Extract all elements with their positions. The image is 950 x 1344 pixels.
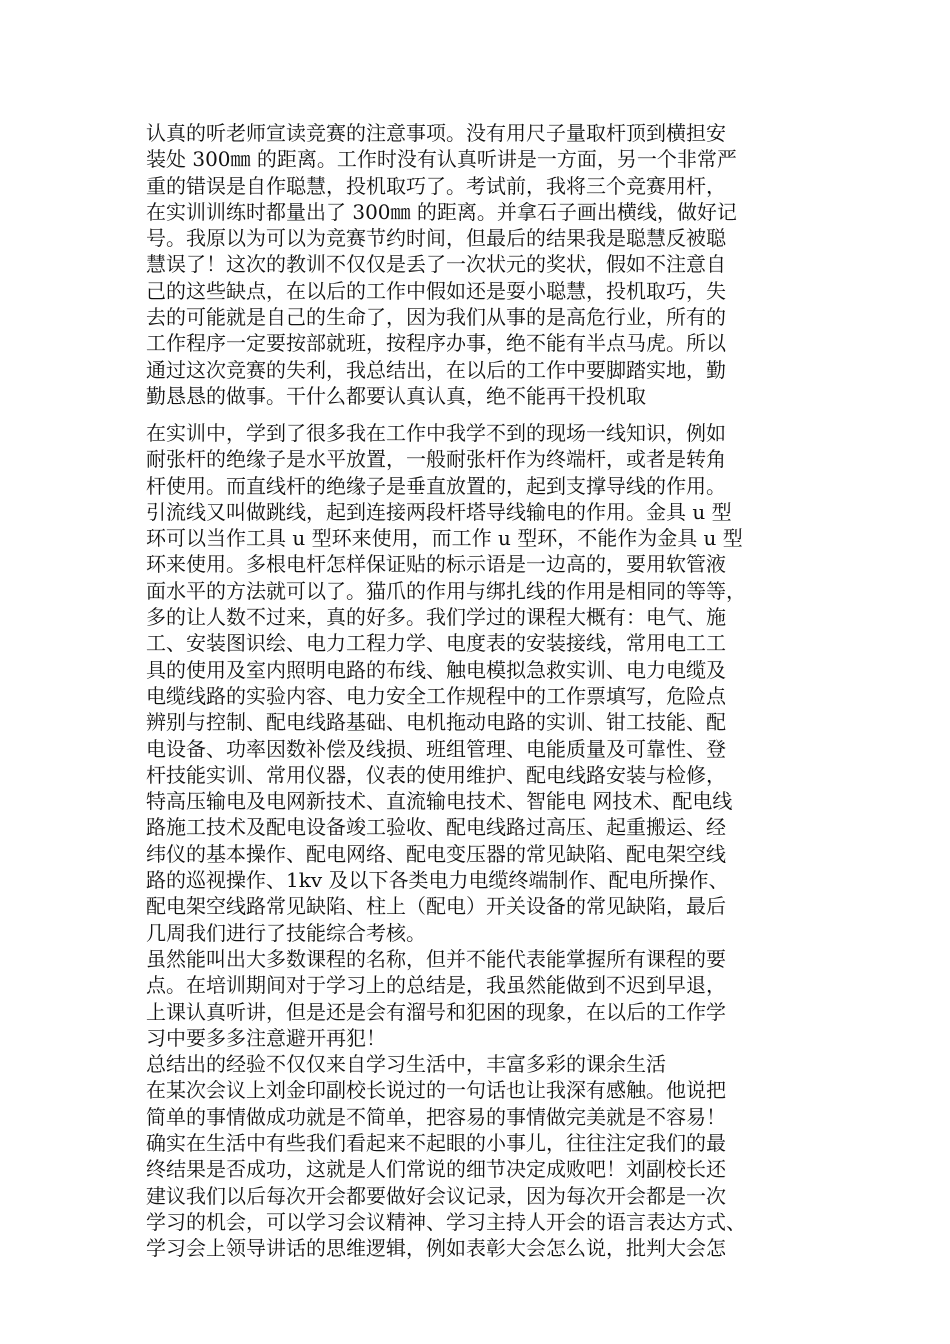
text-line: 路的巡视操作、1kv 及以下各类电力电缆终端制作、配电所操作、 (146, 868, 729, 893)
paragraph-training-summary (146, 420, 806, 1262)
text-line: 上课认真听讲，但是还是会有溜号和犯困的现象，在以后的工作学 (146, 999, 726, 1024)
text-line: 纬仪的基本操作、配电网络、配电变压器的常见缺陷、配电架空线 (146, 841, 726, 866)
text-line: 工作程序一定要按部就班，按程序办事，绝不能有半点马虎。所以 (146, 331, 726, 356)
text-line: 面水平的方法就可以了。猫爪的作用与绑扎线的作用是相同的等等， (146, 578, 746, 603)
text-line: 建议我们以后每次开会都要做好会议记录，因为每次开会都是一次 (146, 1183, 726, 1208)
paragraph-competition-lesson (146, 120, 806, 409)
text-line: 耐张杆的绝缘子是水平放置，一般耐张杆作为终端杆，或者是转角 (146, 447, 726, 472)
text-line: 工、安装图识绘、电力工程力学、电度表的安装接线，常用电工工 (146, 631, 726, 656)
text-line: 习中要多多注意避开再犯！ (146, 1025, 386, 1050)
text-line: 特高压输电及电网新技术、直流输电技术、智能电 网技术、配电线 (146, 789, 733, 814)
text-line: 点。在培训期间对于学习上的总结是，我虽然能做到不迟到早退， (146, 973, 726, 998)
text-line: 终结果是否成功，这就是人们常说的细节决定成败吧！刘副校长还 (146, 1157, 726, 1182)
text-line: 确实在生活中有些我们看起来不起眼的小事儿，往往注定我们的最 (146, 1131, 726, 1156)
text-line: 勤恳恳的做事。干什么都要认真认真，绝不能再干投机取 (146, 383, 646, 408)
text-line: 重的错误是自作聪慧，投机取巧了。考试前，我将三个竞赛用杆， (146, 173, 726, 198)
text-line: 几周我们进行了技能综合考核。 (146, 920, 426, 945)
text-line: 杆技能实训、常用仪器，仪表的使用维护、配电线路安装与检修， (146, 762, 726, 787)
text-line: 己的这些缺点，在以后的工作中假如还是耍小聪慧，投机取巧，失 (146, 278, 726, 303)
text-line: 简单的事情做成功就是不简单，把容易的事情做完美就是不容易！ (146, 1104, 726, 1129)
text-line: 学习的机会，可以学习会议精神、学习主持人开会的语言表达方式、 (146, 1209, 746, 1234)
text-line: 辨别与控制、配电线路基础、电机拖动电路的实训、钳工技能、配 (146, 710, 726, 735)
text-line: 号。我原以为可以为竞赛节约时间，但最后的结果我是聪慧反被聪 (146, 226, 726, 251)
text-line: 在某次会议上刘金印副校长说过的一句话也让我深有感触。他说把 (146, 1078, 726, 1103)
text-line: 路施工技术及配电设备竣工验收、配电线路过高压、起重搬运、经 (146, 815, 726, 840)
text-line: 去的可能就是自己的生命了，因为我们从事的是高危行业，所有的 (146, 305, 726, 330)
text-line: 总结出的经验不仅仅来自学习生活中，丰富多彩的课余生活 (146, 1052, 666, 1077)
text-line: 引流线又叫做跳线，起到连接两段杆塔导线输电的作用。金具 u 型 (146, 499, 732, 524)
text-line: 通过这次竞赛的失利，我总结出，在以后的工作中要脚踏实地，勤 (146, 357, 726, 382)
text-line: 具的使用及室内照明电路的布线、触电模拟急救实训、电力电缆及 (146, 657, 726, 682)
text-line: 学习会上领导讲话的思维逻辑，例如表彰大会怎么说，批判大会怎 (146, 1236, 726, 1261)
text-line: 虽然能叫出大多数课程的名称，但并不能代表能掌握所有课程的要 (146, 946, 726, 971)
text-line: 环可以当作工具 u 型环来使用，而工作 u 型环，不能作为金具 u 型 (146, 526, 743, 551)
text-line: 配电架空线路常见缺陷、柱上（配电）开关设备的常见缺陷，最后 (146, 894, 726, 919)
text-line: 环来使用。多根电杆怎样保证贴的标示语是一边高的，要用软管液 (146, 552, 726, 577)
text-line: 在实训训练时都量出了 300㎜ 的距离。并拿石子画出横线，做好记 (146, 199, 737, 224)
text-line: 杆使用。而直线杆的绝缘子是垂直放置的，起到支撑导线的作用。 (146, 473, 726, 498)
text-line: 装处 300㎜ 的距离。工作时没有认真听讲是一方面，另一个非常严 (146, 147, 737, 172)
text-line: 慧误了！这次的教训不仅仅是丢了一次状元的奖状，假如不注意自 (146, 252, 726, 277)
text-line: 认真的听老师宣读竞赛的注意事项。没有用尺子量取杆顶到横担安 (146, 121, 726, 145)
text-line: 电缆线路的实验内容、电力安全工作规程中的工作票填写，危险点 (146, 683, 726, 708)
text-line: 电设备、功率因数补偿及线损、班组管理、电能质量及可靠性、登 (146, 736, 726, 761)
text-line: 多的让人数不过来，真的好多。我们学过的课程大概有：电气、施 (146, 605, 726, 630)
text-line: 在实训中，学到了很多我在工作中我学不到的现场一线知识，例如 (146, 421, 726, 445)
